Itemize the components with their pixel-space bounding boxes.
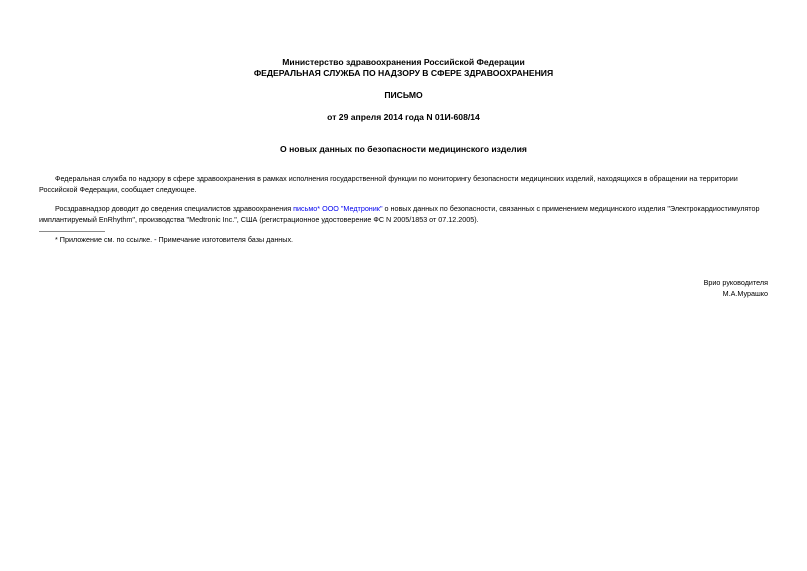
- paragraph-2-text-before: Росздравнадзор доводит до сведения специалистов здравоохранения: [55, 204, 294, 213]
- footnote-divider: [39, 231, 105, 232]
- paragraph-2-text-after: о новых данных по безопасности, связанных с применением медицинского изделия "Электрокардиостимулятор имплантируемый EnRhythm", производства "Medtronic Inc.", США (регистрационное удостоверение ФС N 2005/1853 от 07.12.2005).: [39, 204, 760, 224]
- signature-title: Врио руководителя: [703, 278, 768, 287]
- ministry-title: Министерство здравоохранения Российской Федерации: [282, 57, 525, 67]
- document-subject: О новых данных по безопасности медицинского изделия: [280, 144, 527, 154]
- document-type: ПИСЬМО: [384, 90, 423, 100]
- paragraph-1-text: Федеральная служба по надзору в сфере здравоохранения в рамках исполнения государственной функции по мониторингу безопасности медицинских изделий, находящихся в обращении на территории Российской Федерации, сообщает следующее.: [39, 174, 738, 194]
- date-number: от 29 апреля 2014 года N 01И-608/14: [327, 112, 480, 122]
- paragraph-2: [39, 203, 769, 225]
- service-title: ФЕДЕРАЛЬНАЯ СЛУЖБА ПО НАДЗОРУ В СФЕРЕ ЗДРАВООХРАНЕНИЯ: [253, 68, 554, 78]
- signature-name: М.А.Мурашко: [722, 289, 768, 298]
- footnote: * Приложение см. по ссылке. - Примечание изготовителя базы данных.: [55, 235, 294, 244]
- paragraph-1: [39, 173, 769, 195]
- medtronic-letter-link[interactable]: письмо* ООО "Медтроник": [293, 204, 383, 213]
